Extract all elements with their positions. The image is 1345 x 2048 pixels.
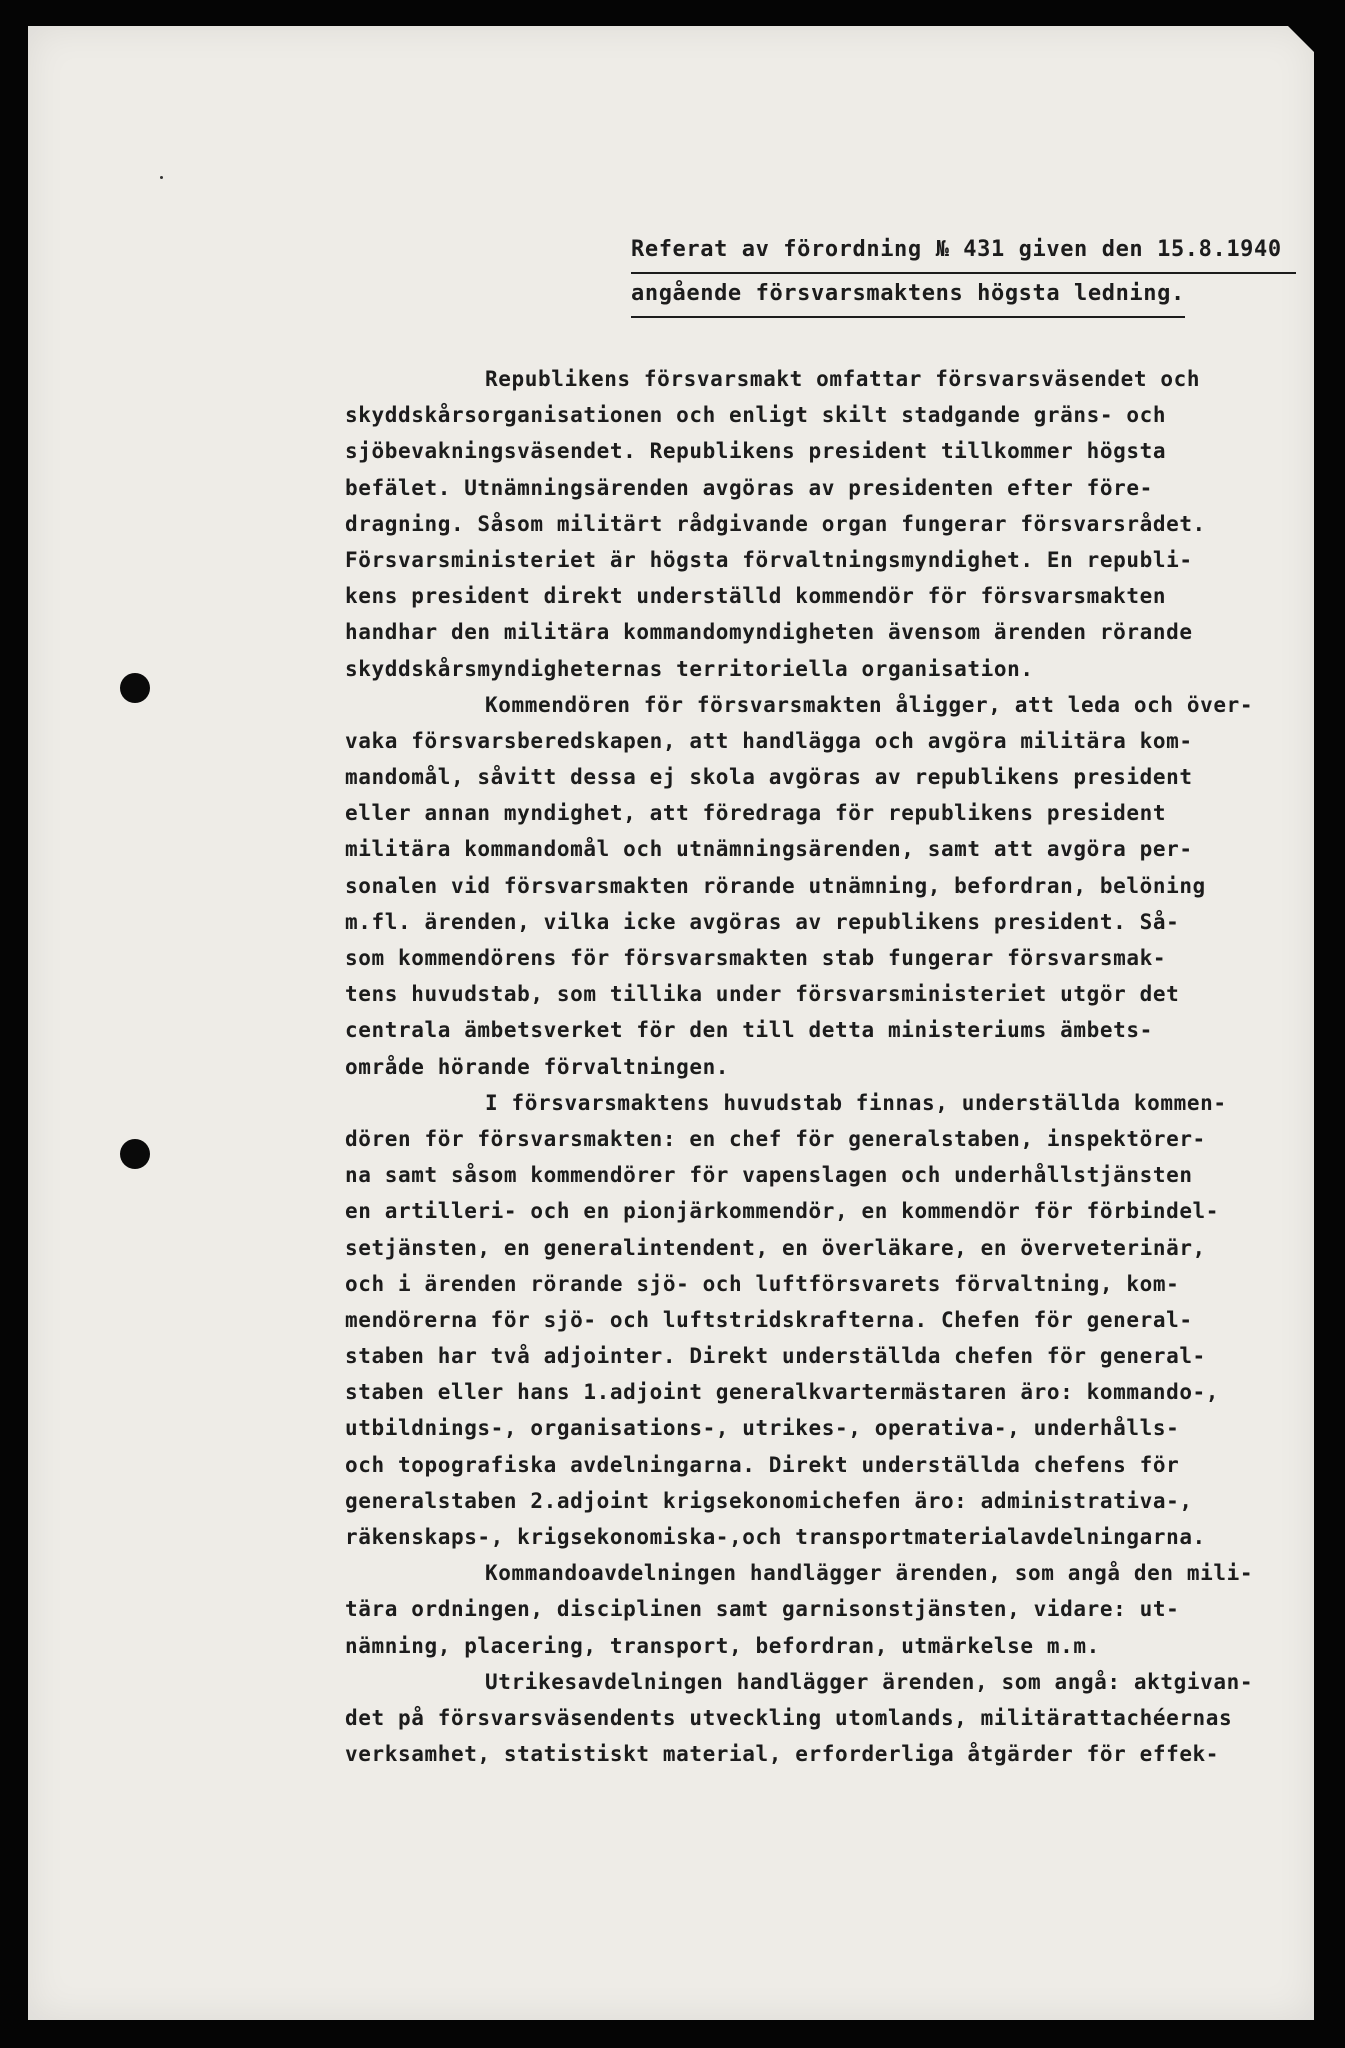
text-line: Kommandoavdelningen handlägger ärenden, som angå den mili- — [485, 1561, 1254, 1586]
text-line: handhar den militära kommandomyndigheten ävensom ärenden rörande — [345, 620, 1193, 645]
text-line: en artilleri- och en pionjärkommendör, en kommendör för förbindel- — [345, 1199, 1220, 1224]
text-line: Försvarsministeriet är högsta förvaltningsmyndighet. En republi- — [345, 547, 1193, 572]
text-line: skyddskårsmyndigheternas territoriella organisation. — [345, 656, 1034, 681]
punch-hole-icon — [120, 1139, 150, 1169]
text-line: det på försvarsväsendents utveckling utomlands, militärattachéernas — [345, 1705, 1233, 1730]
punch-hole-icon — [120, 673, 150, 703]
text-line: befälet. Utnämningsärenden avgöras av presidenten efter före- — [345, 475, 1153, 500]
text-line: eller annan myndighet, att föredraga för republikens president — [345, 801, 1167, 826]
text-line: skyddskårsorganisationen och enligt skilt stadgande gräns- och — [345, 403, 1167, 428]
text-line: tära ordningen, disciplinen samt garnisonstjänsten, vidare: ut- — [345, 1597, 1180, 1622]
text-line: generalstaben 2.adjoint krigsekonomichefen äro: administrativa-, — [345, 1488, 1193, 1513]
text-line: räkenskaps-, krigsekonomiska-,och transportmaterialavdelningarna. — [345, 1525, 1206, 1549]
text-line: dragning. Såsom militärt rådgivande organ fungerar försvarsrådet. — [345, 511, 1206, 536]
text-line: vaka försvarsberedskapen, att handlägga och avgöra militära kom- — [345, 728, 1193, 753]
text-line: och i ärenden rörande sjö- och luftförsvarets förvaltning, kom- — [345, 1271, 1180, 1296]
text-line: tens huvudstab, som tillika under försvarsministeriet utgör det — [345, 982, 1180, 1007]
document-body — [345, 361, 1285, 1772]
heading-line-2: angående försvarsmaktens högsta ledning. — [631, 274, 1185, 318]
text-line: Kommendören för försvarsmakten åligger, att leda och över- — [485, 692, 1254, 717]
text-line: utbildnings-, organisations-, utrikes-, operativa-, underhålls- — [345, 1416, 1180, 1441]
text-line: m.fl. ärenden, vilka icke avgöras av republikens president. Så- — [345, 909, 1180, 934]
text-line: setjänsten, en generalintendent, en överläkare, en överveterinär, — [345, 1235, 1206, 1260]
text-line: I försvarsmaktens huvudstab finnas, underställda kommen- — [485, 1090, 1227, 1115]
text-line: som kommendörens för försvarsmakten stab fungerar försvarsmak- — [345, 946, 1167, 970]
document-page — [28, 26, 1314, 2020]
text-line: område hörande förvaltningen. — [345, 1054, 730, 1079]
text-line: na samt såsom kommendörer för vapenslagen och underhållstjänsten — [345, 1163, 1193, 1188]
heading-line-1: Referat av förordning № 431 given den 15.8.1940 — [631, 230, 1296, 274]
text-line: nämning, placering, transport, befordran, utmärkelse m.m. — [345, 1633, 1100, 1658]
text-line: verksamhet, statistiskt material, erforderliga åtgärder för effek- — [345, 1742, 1220, 1767]
text-line: mendörerna för sjö- och luftstridskrafterna. Chefen för general- — [345, 1307, 1193, 1332]
text-line: centrala ämbetsverket för den till detta ministeriums ämbets- — [345, 1018, 1153, 1043]
text-line: staben har två adjointer. Direkt underställda chefen för general- — [345, 1344, 1206, 1369]
text-line: mandomål, såvitt dessa ej skola avgöras av republikens president — [345, 765, 1193, 790]
torn-corner — [1288, 26, 1314, 52]
text-line: Republikens försvarsmakt omfattar försvarsväsendet och — [485, 367, 1201, 391]
document-heading — [631, 230, 1314, 318]
text-line: kens president direkt underställd kommendör för försvarsmakten — [345, 584, 1167, 609]
text-line: militära kommandomål och utnämningsärenden, samt att avgöra per- — [345, 837, 1193, 862]
text-line: Utrikesavdelningen handlägger ärenden, som angå: aktgivan- — [485, 1669, 1254, 1694]
text-line: dören för försvarsmakten: en chef för generalstaben, inspektörer- — [345, 1126, 1206, 1151]
text-line: sjöbevakningsväsendet. Republikens president tillkommer högsta — [345, 439, 1167, 464]
paper-speck — [160, 176, 163, 179]
text-line: sonalen vid försvarsmakten rörande utnämning, befordran, belöning — [345, 873, 1206, 898]
text-line: och topografiska avdelningarna. Direkt underställda chefens för — [345, 1452, 1180, 1477]
text-line: staben eller hans 1.adjoint generalkvartermästaren äro: kommando-, — [345, 1380, 1220, 1405]
